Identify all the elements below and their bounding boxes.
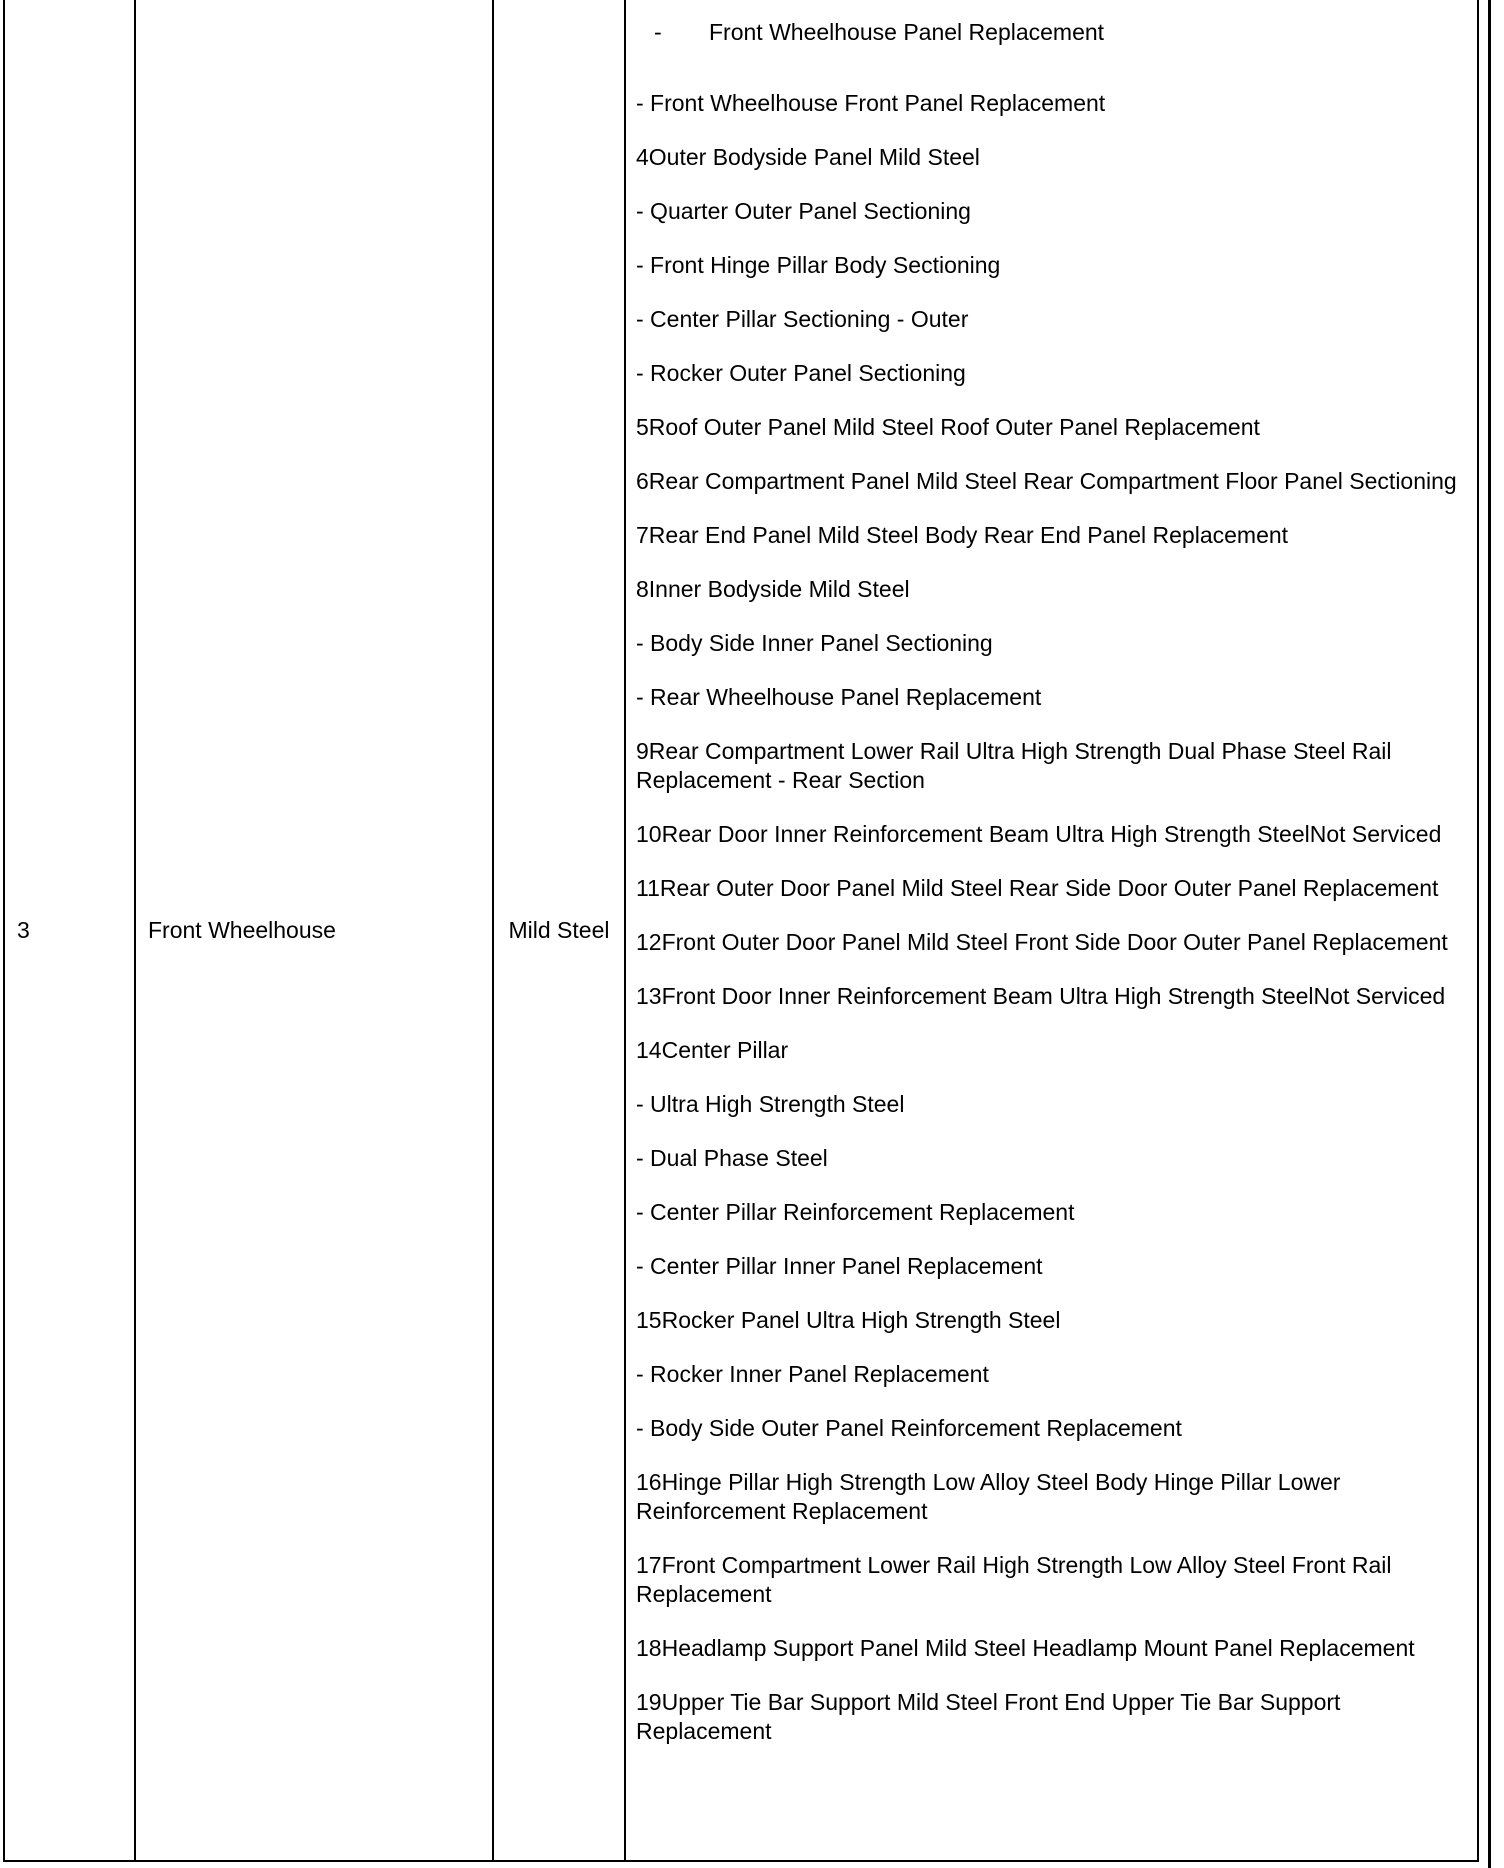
row-number-cell: 3 xyxy=(4,0,135,1861)
list-item: 11Rear Outer Door Panel Mild Steel Rear Side Door Outer Panel Replacement xyxy=(636,875,1439,901)
list-item: - Front Hinge Pillar Body Sectioning xyxy=(636,252,1001,278)
procedure-list xyxy=(636,18,1471,1746)
list-item: - Center Pillar Reinforcement Replacement xyxy=(636,1199,1075,1225)
list-item: 8Inner Bodyside Mild Steel xyxy=(636,576,910,602)
list-item: 17Front Compartment Lower Rail High Strength Low Alloy Steel Front Rail Replacement xyxy=(636,1552,1392,1607)
list-item: 9Rear Compartment Lower Rail Ultra High Strength Dual Phase Steel Rail Replacement - Rear Section xyxy=(636,738,1392,793)
list-item: 19Upper Tie Bar Support Mild Steel Front End Upper Tie Bar Support Replacement xyxy=(636,1689,1341,1744)
list-item: - Dual Phase Steel xyxy=(636,1145,828,1171)
list-item: 4Outer Bodyside Panel Mild Steel xyxy=(636,144,980,170)
list-item: 15Rocker Panel Ultra High Strength Steel xyxy=(636,1307,1061,1333)
material-cell: Mild Steel xyxy=(493,0,625,1861)
list-item: - Body Side Outer Panel Reinforcement Replacement xyxy=(636,1415,1182,1441)
list-item: - Rocker Inner Panel Replacement xyxy=(636,1361,989,1387)
procedure-cell xyxy=(625,0,1478,1861)
part-name-cell: Front Wheelhouse xyxy=(135,0,493,1861)
list-item xyxy=(636,18,1471,47)
list-item: 6Rear Compartment Panel Mild Steel Rear Compartment Floor Panel Sectioning xyxy=(636,468,1457,494)
list-item: - Body Side Inner Panel Sectioning xyxy=(636,630,993,656)
list-item: 5Roof Outer Panel Mild Steel Roof Outer Panel Replacement xyxy=(636,414,1260,440)
list-item: 12Front Outer Door Panel Mild Steel Front Side Door Outer Panel Replacement xyxy=(636,929,1448,955)
table-row xyxy=(4,0,1478,1861)
list-item: 7Rear End Panel Mild Steel Body Rear End Panel Replacement xyxy=(636,522,1289,548)
list-item: - Center Pillar Inner Panel Replacement xyxy=(636,1253,1043,1279)
dash-marker: - xyxy=(654,19,662,45)
list-item: - Center Pillar Sectioning - Outer xyxy=(636,306,969,332)
body-panel-table xyxy=(3,0,1479,1862)
page-border-line xyxy=(1488,0,1491,1868)
list-item: 18Headlamp Support Panel Mild Steel Headlamp Mount Panel Replacement xyxy=(636,1635,1415,1661)
list-item: 10Rear Door Inner Reinforcement Beam Ultra High Strength SteelNot Serviced xyxy=(636,821,1442,847)
list-item: - Ultra High Strength Steel xyxy=(636,1091,905,1117)
list-item: - Rocker Outer Panel Sectioning xyxy=(636,360,966,386)
list-item: - Front Wheelhouse Front Panel Replacement xyxy=(636,90,1106,116)
list-item: 16Hinge Pillar High Strength Low Alloy Steel Body Hinge Pillar Lower Reinforcement Replacement xyxy=(636,1469,1341,1524)
list-item: - Quarter Outer Panel Sectioning xyxy=(636,198,971,224)
lead-text: Front Wheelhouse Panel Replacement xyxy=(709,19,1105,45)
list-item: 13Front Door Inner Reinforcement Beam Ultra High Strength SteelNot Serviced xyxy=(636,983,1446,1009)
list-item: 14Center Pillar xyxy=(636,1037,789,1063)
list-item: - Rear Wheelhouse Panel Replacement xyxy=(636,684,1042,710)
